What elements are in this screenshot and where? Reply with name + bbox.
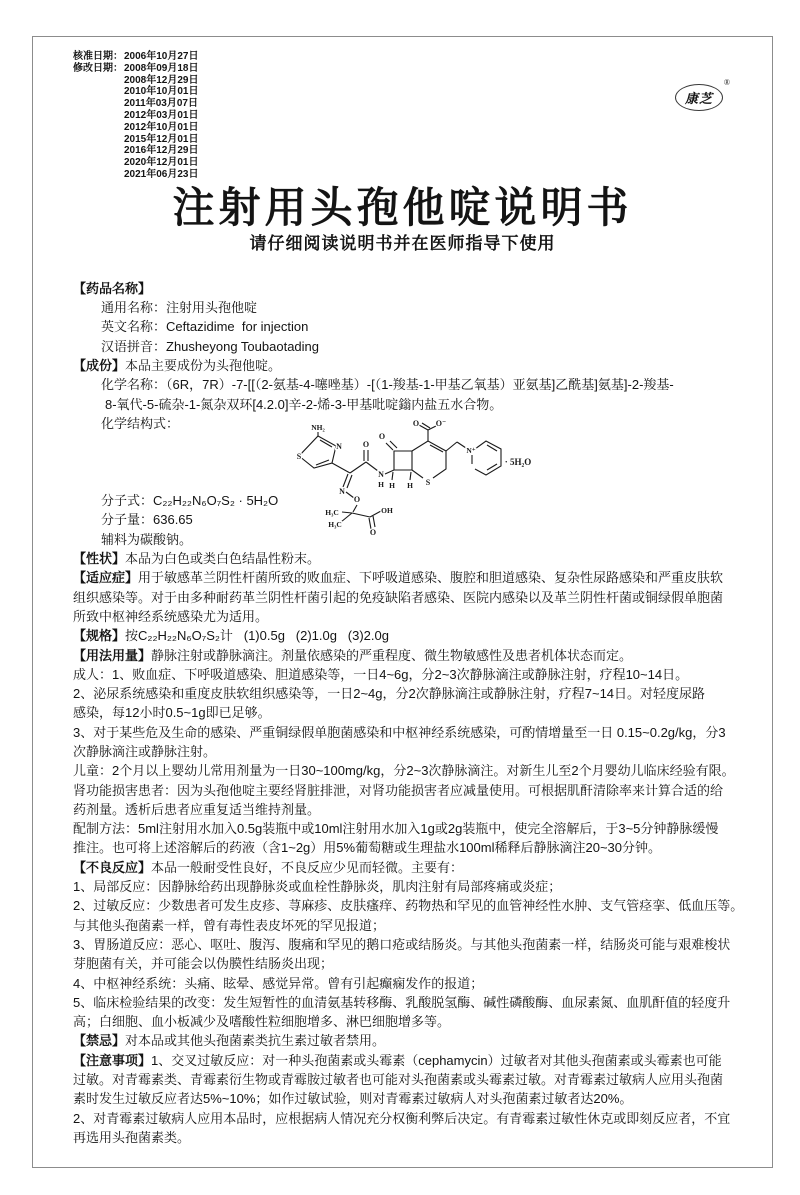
atom-label: N <box>339 487 345 496</box>
body-line <box>73 279 746 298</box>
registered-trademark-icon: ® <box>723 78 731 87</box>
body-line: 芽胞菌有关，并可能会以伪膜性结肠炎出现； <box>73 956 334 972</box>
atom-label: N <box>378 470 384 479</box>
body-line: 药剂量。透析后患者应重复适当维持剂量。 <box>73 801 321 817</box>
body-line: 3、对于某些危及生命的感染、严重铜绿假单胞菌感染和中枢神经系统感染，可酌情增量至一日 0.15~0.2g/kg，分3 <box>73 724 726 740</box>
body-line: 肾功能损害患者：因为头孢他啶主要经肾脏排泄，对肾功能损害者应减量使用。可根据肌酐清除率来计算合适的给 <box>73 782 724 798</box>
revision-date-value: 2010年10月01日 <box>124 86 199 98</box>
body-line: 4、中枢神经系统：头痛、眩晕、感觉异常。曾有引起癫痫发作的报道； <box>73 975 484 991</box>
atom-label: O <box>412 419 420 428</box>
atom-label: S <box>296 452 302 461</box>
revision-date-value: 2020年12月01日 <box>124 157 199 169</box>
body-line: 2、过敏反应：少数患者可发生皮疹、荨麻疹、皮肤瘙痒、药物热和罕见的血管神经性水肿、支气管痉挛、低血压等。 <box>73 898 744 914</box>
body-line: 【注意事项】1、交叉过敏反应：对一种头孢菌素或头霉素（cephamycin）过敏者对其他头孢菌素或头霉素也可能 <box>73 1052 722 1068</box>
body-line: 化学结构式： <box>101 415 180 431</box>
section-heading: 【禁忌】 <box>73 1033 126 1049</box>
body-line: 3、胃肠道反应：恶心、呕吐、腹泻、腹痛和罕见的鹅口疮或结肠炎。与其他头孢菌素一样，结肠炎可能与艰难梭状 <box>73 936 731 952</box>
body-line: 英文名称：Ceftazidime for injection <box>101 319 309 335</box>
revision-date-label: 修改日期： <box>73 62 123 74</box>
section-heading: 【规格】 <box>73 628 126 644</box>
atom-label: H <box>378 480 384 489</box>
atom-label: O <box>369 528 377 537</box>
body-line: 汉语拼音：Zhusheyong Toubaotading <box>101 338 319 354</box>
body-line: 化学名称：（6R，7R）-7-[[（2-氨基-4-噻唑基）-[（1-羧基-1-甲基乙氧基）亚氨基]乙酰基]氨基]-2-羧基- <box>101 377 674 393</box>
revision-date-value: 2015年12月01日 <box>124 133 199 145</box>
atom-label: H₃C <box>325 508 339 517</box>
section-heading: 【注意事项】 <box>73 1052 152 1068</box>
revision-date-value: 2021年06月23日 <box>124 168 199 180</box>
package-insert-sheet <box>32 36 773 1168</box>
approval-date-label: 核准日期： <box>73 51 123 62</box>
atom-label: N⁺ <box>466 446 476 455</box>
atom-label: H <box>389 481 395 490</box>
approval-date-value: 2006年10月27日 <box>124 51 199 62</box>
body-line: 素时发生过敏反应者达5%~10%；如作过敏试验，则对青霉素过敏病人对头孢菌素过敏者达20%。 <box>73 1091 633 1107</box>
revision-date-value: 2011年03月07日 <box>124 98 198 110</box>
body-line: 【成份】本品主要成份为头孢他啶。 <box>73 357 282 373</box>
body-line: 【禁忌】对本品或其他头孢菌素类抗生素过敏者禁用。 <box>73 1033 386 1049</box>
page-title: 注射用头孢他啶说明书 <box>172 183 633 231</box>
atom-label: O⁻ <box>435 419 447 428</box>
body-line: 分子量：636.65 <box>101 512 193 528</box>
chemical-structure-diagram <box>286 419 546 539</box>
atom-label: NH₂ <box>311 423 325 432</box>
section-heading: 【成份】 <box>73 357 126 373</box>
atom-label: O <box>362 440 370 449</box>
body-line: 所致中枢神经系统感染尤为适用。 <box>73 608 269 624</box>
body-line: 与其他头孢菌素一样，曾有毒性表皮坏死的罕见报道； <box>73 917 386 933</box>
atom-label: OH <box>381 506 393 515</box>
atom-label: O <box>353 495 361 504</box>
page-subtitle: 请仔细阅读说明书并在医师指导下使用 <box>249 233 556 253</box>
atom-labels <box>297 419 476 537</box>
body-line: 2、泌尿系统感染和重度皮肤软组织感染等，一日2~4g，分2次静脉滴注或静脉注射，疗程7~14日。对轻度尿路 <box>73 686 706 702</box>
body-line: 分子式：C₂₂H₂₂N₆O₇S₂ · 5H₂O <box>101 493 279 509</box>
body-line: 辅料为碳酸钠。 <box>101 531 193 547</box>
section-heading: 【适应症】 <box>73 570 139 586</box>
atom-label: N <box>336 442 342 451</box>
body-line: 高；白细胞、血小板减少及嗜酸性粒细胞增多、淋巴细胞增多等。 <box>73 1014 451 1030</box>
body-line: 儿童：2个月以上婴幼儿常用剂量为一日30~100mg/kg，分2~3次静脉滴注。对新生儿至2个月婴幼儿临床经验有限。 <box>73 763 735 779</box>
section-heading: 【药品名称】 <box>73 280 152 296</box>
body-line: 【不良反应】本品一般耐受性良好，不良反应少见而轻微。主要有： <box>73 859 464 875</box>
hydrate-label: · 5H₂O <box>504 457 532 467</box>
revision-date-value: 2012年10月01日 <box>124 121 199 133</box>
atom-label: O <box>378 432 386 441</box>
revision-date-value: 2012年03月01日 <box>124 109 199 121</box>
section-heading: 【性状】 <box>73 551 126 567</box>
approval-date-row <box>73 51 772 63</box>
body-line: 8-氧代-5-硫杂-1-氮杂双环[4.2.0]辛-2-烯-3-甲基吡啶鎓内盐五水合物。 <box>105 396 503 412</box>
revision-date-value: 2016年12月29日 <box>124 145 199 157</box>
body-line: 推注。也可将上述溶解后的药液（含1~2g）用5%葡萄糖或生理盐水100ml稀释后静脉滴注20~30分钟。 <box>73 840 661 856</box>
body-line: 感染，每12小时0.5~1g即已足够。 <box>73 705 271 721</box>
body-line: 过敏。对青霉素类、青霉素衍生物或青霉胺过敏者也可能对头孢菌素或头霉素过敏。对青霉素过敏病人应用头孢菌 <box>73 1072 724 1088</box>
body-line: 通用名称：注射用头孢他啶 <box>101 300 258 316</box>
body-line: 5、临床检验结果的改变：发生短暂性的血清氨基转移酶、乳酸脱氢酶、碱性磷酸酶、血尿素氮、血肌酐值的轻度升 <box>73 994 731 1010</box>
atom-label: S <box>425 478 431 487</box>
revision-date-value: 2008年09月18日 <box>124 62 199 74</box>
body-line: 配制方法：5ml注射用水加入0.5g装瓶中或10ml注射用水加入1g或2g装瓶中，使完全溶解后，于3~5分钟静脉缓慢 <box>73 821 719 837</box>
section-heading: 【不良反应】 <box>73 859 152 875</box>
brand-logo-text: 康芝 <box>684 91 713 106</box>
body-line: 【用法用量】静脉注射或静脉滴注。剂量依感染的严重程度、微生物敏感性及患者机体状态而定。 <box>73 647 633 663</box>
revision-date-row <box>73 63 772 75</box>
section-heading: 【用法用量】 <box>73 647 152 663</box>
body-line: 再选用头孢菌素类。 <box>73 1129 191 1145</box>
body-line: 2、对青霉素过敏病人应用本品时，应根据病人情况充分权衡利弊后决定。有青霉素过敏性休克或即刻反应者，不宜 <box>73 1110 731 1126</box>
body-line: 【性状】本品为白色或类白色结晶性粉末。 <box>73 551 321 567</box>
body-line: 1、局部反应：因静脉给药出现静脉炎或血栓性静脉炎，肌肉注射有局部疼痛或炎症； <box>73 879 562 895</box>
body-line: 组织感染等。对于由多种耐药革兰阴性杆菌引起的免疫缺陷者感染、医院内感染以及革兰阴性杆菌或铜绿假单胞菌 <box>73 589 724 605</box>
body-line: 次静脉滴注或静脉注射。 <box>73 744 217 759</box>
insert-body-text <box>73 279 746 1147</box>
approval-dates <box>73 51 772 181</box>
body-line: 成人：1、败血症、下呼吸道感染、胆道感染等，一日4~6g，分2~3次静脉滴注或静脉注射，疗程10~14日。 <box>73 666 689 682</box>
body-line: 【规格】按C₂₂H₂₂N₆O₇S₂计 (1)0.5g (2)1.0g (3)2.0g <box>73 628 389 644</box>
brand-logo <box>675 78 731 111</box>
atom-label: H₃C <box>328 520 342 529</box>
revision-date-value: 2008年12月29日 <box>124 74 199 86</box>
body-line: 【适应症】用于敏感革兰阴性杆菌所致的败血症、下呼吸道感染、腹腔和胆道感染、复杂性尿路感染和严重皮肤软 <box>73 570 724 586</box>
atom-label: H <box>407 481 413 490</box>
